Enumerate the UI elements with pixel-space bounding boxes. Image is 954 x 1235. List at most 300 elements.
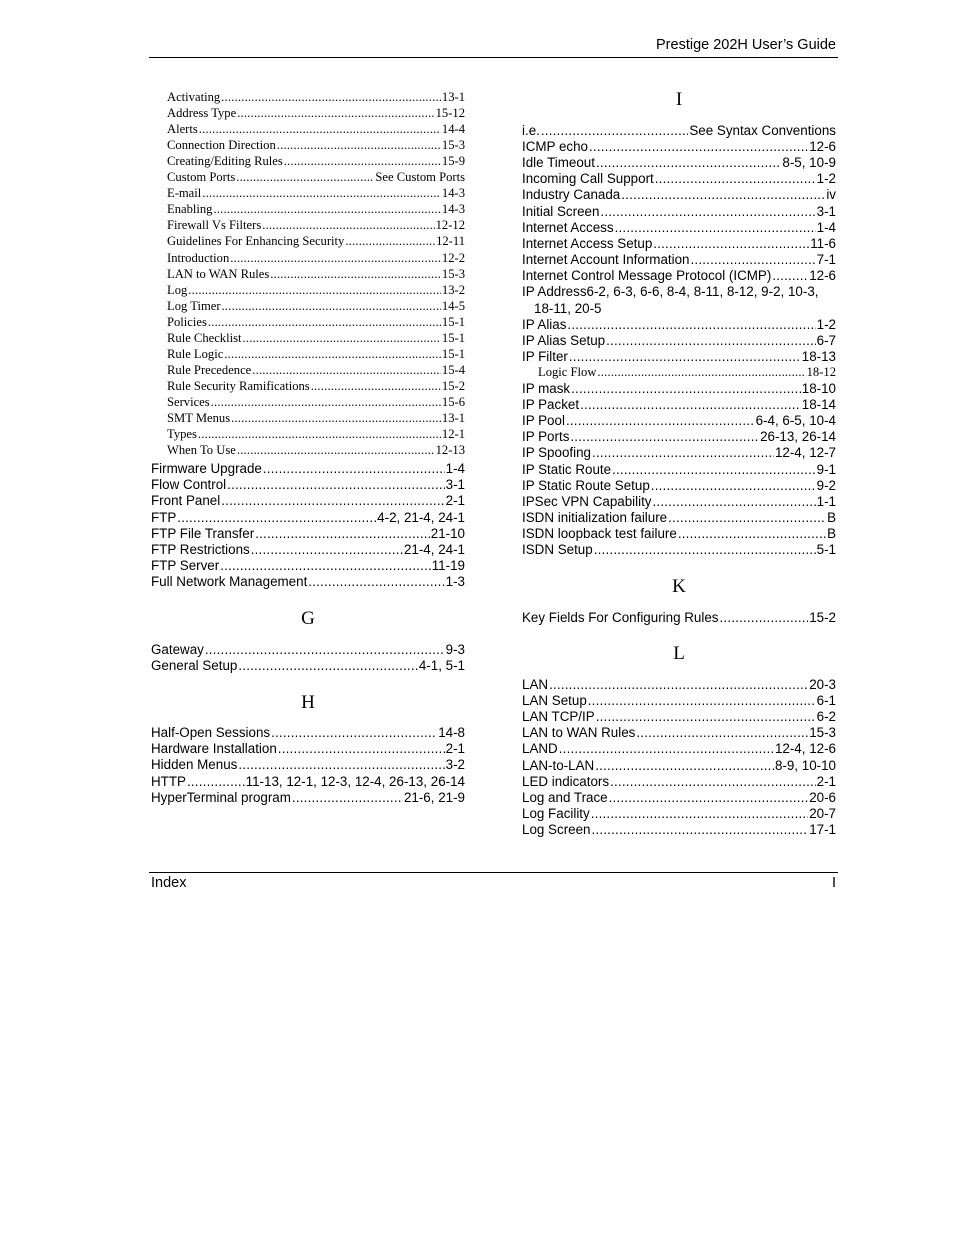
dot-leader	[655, 170, 816, 187]
dot-leader	[227, 476, 444, 493]
index-term: Log Facility	[522, 805, 590, 821]
index-term: FTP File Transfer	[151, 525, 255, 541]
index-term: Idle Timeout	[522, 155, 595, 171]
index-term: i.e.	[522, 123, 540, 138]
index-term: Log Timer	[167, 298, 221, 313]
dot-leader	[238, 756, 444, 773]
index-term: IP Static Route Setup	[522, 477, 650, 493]
index-pages: 15-2	[441, 378, 465, 393]
index-term: Internet Control Message Protocol (ICMP)	[522, 267, 772, 283]
index-entry	[151, 476, 465, 493]
index-pages: 12-6	[809, 139, 836, 155]
index-term: Custom Ports	[167, 170, 236, 185]
index-term: Log	[167, 282, 188, 297]
index-pages: 14-3	[441, 186, 465, 201]
dot-leader	[719, 609, 808, 626]
index-sub-entry	[167, 217, 465, 233]
index-pages: 15-2	[809, 610, 836, 625]
index-term: Flow Control	[151, 477, 227, 493]
index-term: Enabling	[167, 202, 213, 217]
index-pages: 15-9	[441, 154, 465, 169]
index-pages: 5-1	[816, 542, 836, 557]
index-entry	[151, 557, 465, 574]
dot-leader	[262, 217, 434, 233]
index-pages: 17-1	[809, 821, 836, 837]
index-term: IPSec VPN Capability	[522, 493, 652, 509]
index-term: Policies	[167, 314, 207, 329]
index-term: Connection Direction	[167, 138, 276, 153]
index-entry	[151, 740, 465, 757]
index-sub-entry	[538, 364, 836, 380]
index-sub-entry	[167, 233, 465, 249]
index-sub-entry	[167, 362, 465, 378]
index-pages: 3-1	[816, 203, 836, 219]
dot-leader	[606, 332, 816, 349]
index-term: IP mask	[522, 381, 571, 396]
dot-leader	[651, 477, 816, 494]
index-entry	[151, 773, 465, 790]
index-term: Alerts	[167, 122, 198, 137]
index-term: IP Alias	[522, 317, 567, 332]
dot-leader	[199, 121, 441, 137]
dot-leader	[221, 492, 444, 509]
index-term: LAN Setup	[522, 693, 587, 709]
index-sub-entry	[167, 153, 465, 169]
index-pages: 15-1	[441, 330, 465, 345]
index-term: Log and Trace	[522, 789, 608, 805]
index-entry	[522, 170, 836, 187]
index-term: FTP Server	[151, 558, 220, 574]
index-pages: 8-9, 10-10	[774, 757, 836, 773]
index-pages: 1-3	[445, 574, 465, 590]
index-pages: 20-7	[809, 805, 836, 821]
index-entry	[522, 757, 836, 774]
dot-leader	[591, 805, 808, 822]
index-pages: 8-5, 10-9	[782, 155, 836, 171]
index-pages: 21-6, 21-9	[403, 789, 465, 805]
index-pages: 21-4, 24-1	[403, 542, 465, 557]
dot-leader	[345, 233, 435, 249]
index-pages: 15-6	[441, 394, 465, 409]
dot-leader	[220, 557, 431, 574]
index-entry	[522, 219, 836, 236]
dot-leader	[263, 460, 445, 477]
dot-leader	[236, 169, 374, 185]
index-pages: B	[827, 525, 836, 541]
index-entry	[522, 396, 836, 413]
index-entry	[151, 724, 465, 741]
index-entry	[522, 267, 836, 284]
index-sub-entry	[167, 137, 465, 153]
index-letter-heading: K	[672, 576, 686, 597]
index-pages: 12-4, 12-7	[774, 445, 836, 461]
dot-leader	[208, 314, 441, 330]
footer-section: Index	[151, 875, 187, 891]
index-pages: 9-2	[816, 477, 836, 493]
index-term: Internet Access Setup	[522, 235, 653, 251]
dot-leader	[597, 364, 805, 380]
index-sub-entry	[167, 266, 465, 282]
dot-leader	[271, 724, 437, 741]
index-term: Introduction	[167, 250, 230, 265]
dot-leader	[571, 380, 801, 397]
dot-leader	[213, 201, 440, 217]
dot-leader	[187, 773, 245, 790]
index-pages: 13-2	[441, 282, 465, 297]
index-term: General Setup	[151, 658, 238, 674]
index-term: FTP Restrictions	[151, 542, 250, 557]
index-entry	[151, 541, 465, 558]
dot-leader	[202, 185, 441, 201]
index-pages: See Syntax Conventions	[689, 123, 836, 138]
index-pages: 12-11	[436, 234, 465, 249]
index-entry	[151, 460, 465, 477]
index-term: Rule Logic	[167, 346, 224, 361]
index-letter-heading: I	[675, 89, 683, 110]
index-entry	[522, 186, 836, 203]
index-pages: 1-1	[816, 493, 836, 509]
index-pages: 2-1	[445, 741, 465, 757]
index-entry-line-continued: 18-11, 20-5	[534, 301, 602, 316]
dot-leader	[292, 789, 403, 806]
index-sub-entry	[167, 442, 465, 458]
index-term: IP Filter	[522, 349, 568, 365]
index-sub-entry	[167, 314, 465, 330]
index-entry	[151, 641, 465, 658]
index-entry	[522, 477, 836, 494]
index-letter-heading: H	[301, 692, 315, 713]
index-term: Types	[167, 427, 197, 442]
index-pages: 6-2	[816, 709, 836, 725]
index-entry	[522, 444, 836, 461]
index-entry	[522, 138, 836, 155]
index-term: Creating/Editing Rules	[167, 154, 283, 169]
index-term: FTP	[151, 509, 177, 525]
index-term: Full Network Management	[151, 574, 308, 590]
index-pages: 15-4	[441, 362, 465, 377]
index-term: IP Alias Setup	[522, 333, 606, 349]
index-term: Hardware Installation	[151, 741, 277, 757]
index-entry	[522, 541, 836, 558]
index-term: Rule Checklist	[167, 330, 242, 345]
dot-leader	[772, 267, 808, 284]
index-entry	[522, 509, 836, 526]
index-pages: 7-1	[816, 251, 836, 267]
index-term: ICMP echo	[522, 139, 588, 155]
index-pages: 6-4, 6-5, 10-4	[755, 413, 836, 429]
dot-leader	[596, 154, 781, 171]
index-pages: 14-3	[441, 202, 465, 217]
index-entry	[151, 789, 465, 806]
dot-leader	[308, 573, 444, 590]
index-term: ISDN initialization failure	[522, 509, 668, 525]
index-pages: 6-7	[816, 333, 836, 349]
dot-leader	[609, 789, 809, 806]
dot-leader	[589, 138, 808, 155]
index-pages: 14-5	[441, 298, 465, 313]
index-term: Incoming Call Support	[522, 171, 654, 187]
index-sub-entry	[167, 89, 465, 105]
dot-leader	[559, 740, 774, 757]
footer-page-number: I	[831, 875, 836, 891]
dot-leader	[188, 282, 441, 298]
index-term: Hidden Menus	[151, 757, 238, 773]
index-term: Internet Account Information	[522, 251, 690, 267]
index-term: IP Packet	[522, 397, 580, 413]
dot-leader	[205, 641, 445, 658]
index-term: Log Screen	[522, 821, 591, 837]
index-pages: 15-12	[435, 106, 465, 121]
dot-leader	[580, 396, 801, 413]
index-pages: 18-14	[801, 397, 836, 413]
index-term: LAN to WAN Rules	[167, 266, 270, 281]
index-pages: 4-1, 5-1	[418, 658, 465, 674]
index-pages: 15-3	[441, 266, 465, 281]
index-entry	[522, 332, 836, 349]
index-term: IP Static Route	[522, 461, 612, 477]
index-pages: 18-13	[801, 349, 836, 365]
index-pages: 12-4, 12-6	[774, 741, 836, 757]
dot-leader	[243, 330, 441, 346]
index-term: Guidelines For Enhancing Security	[167, 234, 345, 249]
index-entry	[522, 692, 836, 709]
dot-leader	[690, 251, 815, 268]
dot-leader	[653, 235, 809, 252]
index-pages: 20-3	[809, 677, 836, 692]
index-term: IP Ports	[522, 429, 570, 445]
index-entry	[522, 789, 836, 806]
dot-leader	[612, 461, 816, 478]
dot-leader	[311, 378, 441, 394]
dot-leader	[238, 657, 417, 674]
index-term: LAN TCP/IP	[522, 709, 595, 725]
index-term: IP Pool	[522, 413, 565, 429]
index-term: SMT Menus	[167, 411, 231, 425]
index-term: Rule Security Ramifications	[167, 378, 310, 393]
index-pages: 13-1	[441, 411, 465, 425]
dot-leader	[588, 692, 816, 709]
index-pages: 4-2, 21-4, 24-1	[377, 509, 465, 525]
index-term: Rule Precedence	[167, 362, 252, 377]
index-term: Gateway	[151, 642, 204, 657]
index-pages: 15-3	[441, 138, 465, 153]
index-pages: 18-12	[806, 365, 836, 379]
dot-leader	[252, 362, 441, 378]
dot-leader	[255, 525, 430, 542]
index-entry	[522, 235, 836, 252]
index-pages: iv	[826, 187, 836, 203]
index-sub-entry	[167, 330, 465, 346]
index-entry	[522, 609, 836, 626]
index-sub-entry	[167, 426, 465, 442]
index-term: ISDN loopback test failure	[522, 525, 677, 541]
index-pages: 18-10	[801, 381, 836, 396]
index-entry	[522, 348, 836, 365]
index-pages: 15-1	[441, 314, 465, 329]
index-term: Firewall Vs Filters	[167, 218, 262, 233]
index-term: IP Spoofing	[522, 445, 591, 461]
dot-leader	[222, 298, 441, 314]
index-term: E-mail	[167, 186, 202, 201]
index-sub-entry	[167, 394, 465, 410]
index-term: When To Use	[167, 443, 236, 458]
dot-leader	[231, 410, 441, 426]
index-pages: 1-2	[816, 317, 836, 332]
dot-leader	[636, 724, 808, 741]
index-pages: See Custom Ports	[375, 170, 465, 185]
index-term: Logic Flow	[538, 365, 597, 379]
index-sub-entry	[167, 169, 465, 185]
index-pages: 12-12	[435, 218, 465, 233]
index-pages: 11-19	[431, 558, 465, 574]
index-pages: 15-1	[441, 346, 465, 361]
index-entry	[151, 509, 465, 526]
index-term: HTTP	[151, 773, 186, 789]
index-entry	[522, 283, 836, 317]
index-term: Front Panel	[151, 493, 221, 509]
index-term: ISDN Setup	[522, 542, 593, 557]
index-term: Address Type	[167, 106, 237, 121]
index-entry	[151, 492, 465, 509]
index-entry	[151, 525, 465, 542]
index-sub-entry	[167, 201, 465, 217]
index-pages: 1-2	[816, 171, 836, 187]
index-term: Half-Open Sessions	[151, 725, 271, 740]
index-entry	[522, 154, 836, 171]
index-entry	[522, 412, 836, 429]
dot-leader	[251, 541, 403, 558]
index-term: Internet Access	[522, 219, 614, 235]
dot-leader	[237, 442, 435, 458]
index-term: LED indicators	[522, 773, 610, 789]
index-pages: 9-3	[445, 642, 465, 657]
index-sub-entry	[167, 410, 465, 426]
index-pages: 15-3	[809, 725, 836, 741]
index-pages: 1-4	[445, 461, 465, 476]
dot-leader	[615, 219, 816, 236]
dot-leader	[668, 509, 826, 526]
dot-leader	[177, 509, 376, 526]
dot-leader	[653, 493, 816, 510]
dot-leader	[595, 757, 774, 774]
index-entry	[522, 724, 836, 741]
index-pages: 21-10	[430, 525, 465, 541]
index-pages: 3-2	[445, 757, 465, 773]
index-sub-entry	[167, 121, 465, 137]
index-entry	[522, 461, 836, 478]
index-pages: 9-1	[816, 461, 836, 477]
index-entry	[522, 773, 836, 790]
index-pages: 11-6	[810, 235, 836, 251]
header-title: Prestige 202H User’s Guide	[656, 37, 836, 53]
dot-leader	[278, 740, 445, 757]
index-sub-entry	[167, 378, 465, 394]
index-pages: 2-1	[816, 773, 836, 789]
index-entry	[151, 756, 465, 773]
index-entry	[522, 676, 836, 693]
dot-leader	[570, 428, 759, 445]
index-pages: 12-6	[809, 267, 836, 283]
index-entry	[522, 203, 836, 220]
dot-leader	[610, 773, 816, 790]
index-sub-entry	[167, 105, 465, 121]
index-entry-line: IP Address6-2, 6-3, 6-6, 8-4, 8-11, 8-12, 9-2, 10-3,	[522, 284, 819, 299]
index-pages: 13-1	[441, 90, 465, 104]
index-term: Key Fields For Configuring Rules	[522, 610, 719, 625]
index-entry	[522, 821, 836, 838]
index-letter-heading: L	[673, 643, 685, 664]
index-entry	[522, 428, 836, 445]
dot-leader	[678, 525, 826, 542]
index-pages: B	[827, 509, 836, 525]
index-sub-entry	[167, 185, 465, 201]
dot-leader	[569, 348, 801, 365]
index-pages: 26-13, 26-14	[760, 429, 836, 445]
index-pages: 14-4	[441, 122, 465, 137]
dot-leader	[567, 316, 815, 333]
index-pages: 20-6	[809, 789, 836, 805]
index-pages: 14-8	[438, 725, 465, 740]
index-entry	[522, 380, 836, 397]
index-pages: 11-13, 12-1, 12-3, 12-4, 26-13, 26-14	[245, 773, 465, 789]
dot-leader	[277, 137, 441, 153]
dot-leader	[594, 541, 816, 558]
index-pages: 12-2	[441, 250, 465, 265]
index-sub-entry	[167, 298, 465, 314]
dot-leader	[198, 426, 441, 442]
index-sub-entry	[167, 282, 465, 298]
index-sub-entry	[167, 346, 465, 362]
index-pages: 12-13	[435, 443, 465, 458]
dot-leader	[224, 346, 441, 362]
index-entry	[522, 740, 836, 757]
index-term: HyperTerminal program	[151, 789, 291, 805]
index-term: Initial Screen	[522, 203, 600, 219]
index-term: LAN to WAN Rules	[522, 725, 636, 741]
index-sub-entry	[167, 250, 465, 266]
index-term: Firmware Upgrade	[151, 461, 262, 476]
index-entry	[151, 657, 465, 674]
index-term: LAN	[522, 677, 549, 692]
dot-leader	[592, 444, 774, 461]
index-entry	[151, 573, 465, 590]
dot-leader	[566, 412, 755, 429]
index-entry	[522, 525, 836, 542]
index-term: LAND	[522, 741, 558, 757]
index-entry	[522, 251, 836, 268]
index-pages: 12-1	[441, 427, 465, 442]
index-term: LAN-to-LAN	[522, 757, 595, 773]
dot-leader	[549, 676, 808, 693]
index-pages: 2-1	[445, 493, 465, 509]
footer-rule	[149, 872, 838, 873]
index-entry	[522, 708, 836, 725]
index-pages: 3-1	[445, 477, 465, 493]
dot-leader	[621, 186, 825, 203]
index-term: Activating	[167, 90, 221, 104]
header-rule	[149, 57, 838, 58]
dot-leader	[592, 821, 809, 838]
index-entry	[522, 316, 836, 333]
dot-leader	[270, 266, 441, 282]
dot-leader	[211, 394, 441, 410]
dot-leader	[541, 122, 688, 139]
index-pages: 1-4	[816, 219, 836, 235]
index-letter-heading: G	[301, 608, 315, 629]
dot-leader	[600, 203, 815, 220]
index-entry	[522, 493, 836, 510]
index-entry	[522, 805, 836, 822]
